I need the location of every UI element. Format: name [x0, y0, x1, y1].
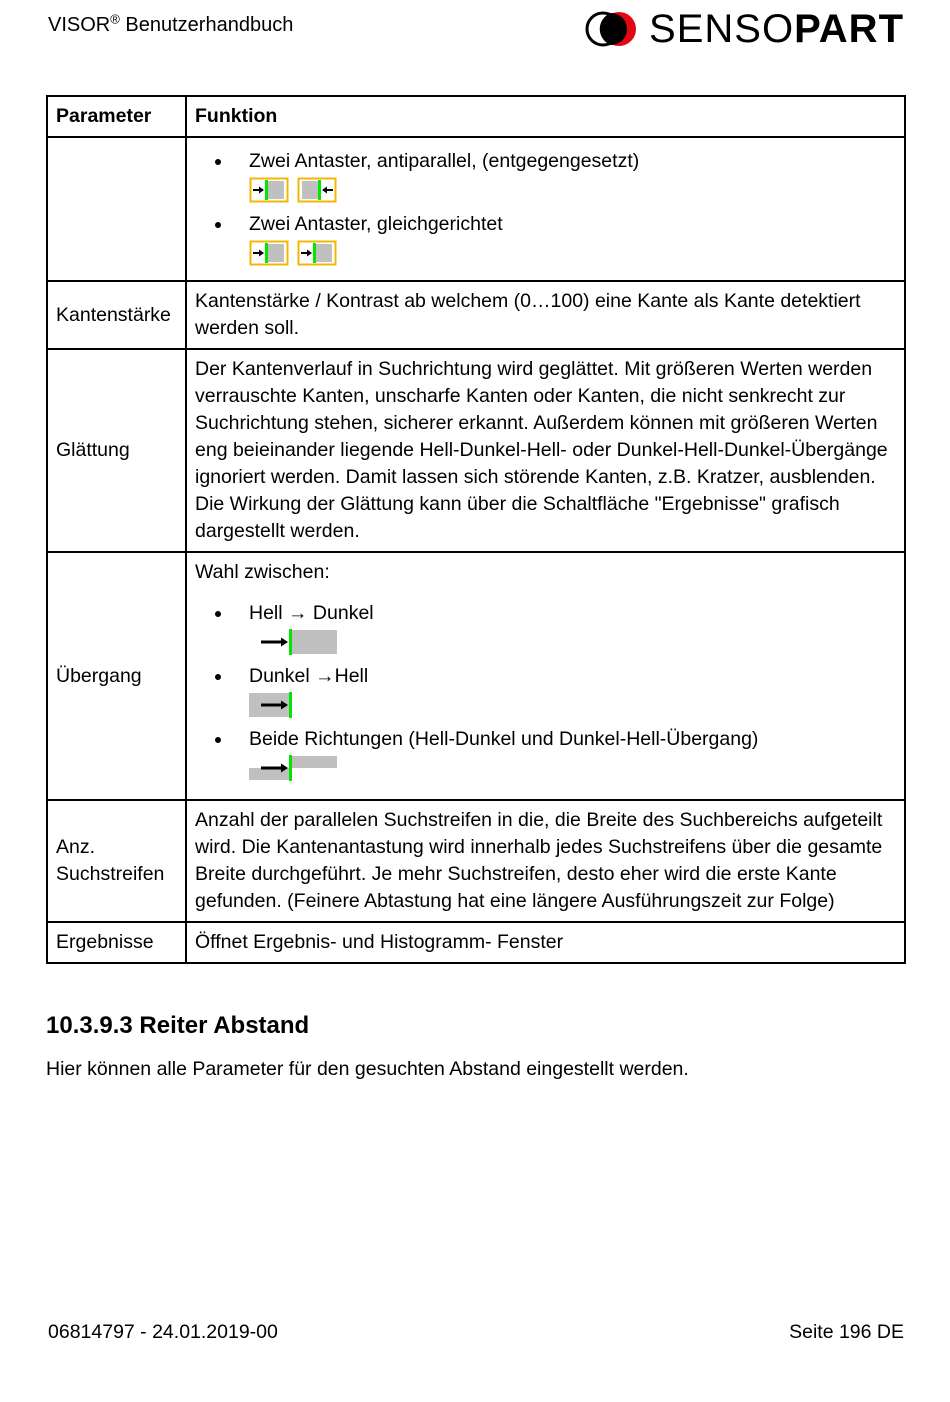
probe-antiparallel-icon	[249, 177, 896, 203]
probe-left-icon	[297, 240, 337, 266]
document-title	[48, 11, 294, 37]
func-ergebnisse: Öffnet Ergebnis- und Histogramm- Fenster	[186, 922, 905, 963]
probe-left-icon	[249, 240, 289, 266]
parameter-table	[46, 95, 906, 964]
footer-page-number: Seite 196 DE	[789, 1321, 904, 1343]
option-text: Hell → Dunkel	[249, 602, 374, 624]
param-ergebnisse: Ergebnisse	[47, 922, 186, 963]
sensopart-logo	[583, 8, 904, 50]
func-suchstreifen: Anzahl der parallelen Suchstreifen in die, die Breite des Suchbereichs aufgeteilt wird. Die Kantenantastung wird innerhalb jedes Suchstreifens über die gesamte Breite durchgeführt. Je mehr Suchstreifen, desto eher wird die erste Kante gefunden. (Feinere Abtastung hat eine längere Ausführungszeit zur Folge)	[186, 800, 905, 922]
list-item	[195, 148, 896, 203]
param-antaster	[47, 137, 186, 281]
func-kantenstaerke: Kantenstärke / Kontrast ab welchem (0…100) eine Kante als Kante detektiert werden soll.	[186, 281, 905, 349]
logo-text-bold: PART	[794, 7, 904, 51]
func-uebergang	[186, 552, 905, 800]
option-text: Beide Richtungen (Hell-Dunkel und Dunkel-Hell-Übergang)	[249, 728, 759, 750]
option-text: Zwei Antaster, gleichgerichtet	[249, 213, 503, 235]
option-text: Zwei Antaster, antiparallel, (entgegengesetzt)	[249, 150, 640, 172]
param-uebergang: Übergang	[47, 552, 186, 800]
option-text: Dunkel →Hell	[249, 665, 369, 687]
transition-both-icon	[249, 755, 896, 781]
probe-right-icon	[297, 177, 337, 203]
transition-dark-light-graphic	[249, 692, 337, 718]
transition-light-dark-graphic	[249, 629, 337, 655]
logo-wordmark	[649, 9, 904, 49]
transition-both-graphic	[249, 755, 337, 781]
title-rest: Benutzerhandbuch	[119, 14, 294, 36]
list-item	[195, 663, 896, 718]
sensopart-logo-icon	[583, 10, 641, 48]
list-item	[195, 600, 896, 655]
row-uebergang	[47, 552, 905, 800]
header-funktion: Funktion	[186, 96, 905, 137]
uebergang-intro: Wahl zwischen:	[195, 561, 330, 583]
footer-doc-id: 06814797 - 24.01.2019-00	[48, 1321, 278, 1343]
table-header-row	[47, 96, 905, 137]
transition-dark-light-icon	[249, 692, 896, 718]
header-parameter: Parameter	[47, 96, 186, 137]
func-glaettung: Der Kantenverlauf in Suchrichtung wird geglättet. Mit größeren Werten werden verrauschte Kanten, unscharfe Kanten oder Kanten, die nicht senkrecht zur Suchrichtung stehen, sicherer erkannt. Außerdem können mit größeren Werten eng beieinander liegende Hell-Dunkel-Hell- oder Dunkel-Hell-Dunkel-Übergänge ignoriert werden. Damit lassen sich störende Kanten, z.B. Kratzer, ausblenden. Die Wirkung der Glättung kann über die Schaltfläche "Ergebnisse" grafisch dargestellt werden.	[186, 349, 905, 552]
section-heading: 10.3.9.3 Reiter Abstand	[46, 1012, 310, 1039]
param-glaettung: Glättung	[47, 349, 186, 552]
func-antaster	[186, 137, 905, 281]
probe-parallel-icon	[249, 240, 896, 266]
row-ergebnisse	[47, 922, 905, 963]
section-intro: Hier können alle Parameter für den gesuchten Abstand eingestellt werden.	[46, 1058, 689, 1080]
product-name: VISOR	[48, 14, 111, 36]
row-antaster	[47, 137, 905, 281]
transition-light-dark-icon	[249, 629, 896, 655]
row-kantenstaerke	[47, 281, 905, 349]
list-item	[195, 726, 896, 781]
probe-left-icon	[249, 177, 289, 203]
logo-text-light: SENSO	[649, 7, 795, 51]
param-kantenstaerke: Kantenstärke	[47, 281, 186, 349]
row-glaettung	[47, 349, 905, 552]
param-suchstreifen: Anz. Suchstreifen	[47, 800, 186, 922]
registered-mark: ®	[110, 11, 120, 27]
row-suchstreifen	[47, 800, 905, 922]
list-item	[195, 211, 896, 266]
